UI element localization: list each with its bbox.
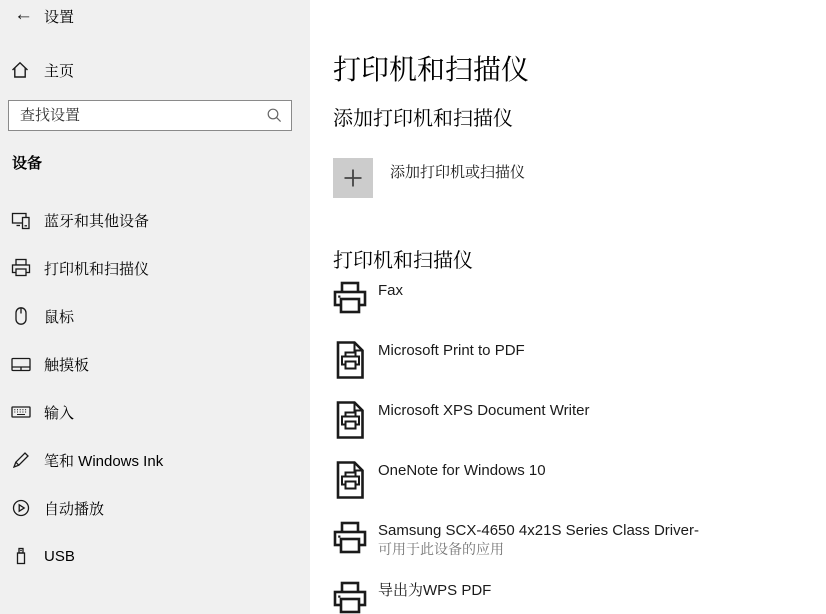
sidebar-item-autoplay[interactable]: [0, 484, 310, 532]
back-icon[interactable]: ←: [10, 2, 37, 28]
add-printer-button[interactable]: [333, 158, 525, 198]
home-label: 主页: [44, 62, 75, 80]
document-printer-icon: [333, 400, 367, 440]
printer-large-icon: [333, 280, 367, 320]
devices-icon: [11, 210, 31, 230]
search-box: [8, 100, 292, 131]
app-title: 设置: [44, 9, 75, 26]
printer-item-text: [378, 281, 403, 300]
printer-name: Fax: [378, 282, 404, 299]
sidebar-item-label: 输入: [44, 404, 75, 422]
sidebar-section-devices: 设备: [12, 155, 43, 172]
sidebar-item-home[interactable]: [0, 56, 310, 84]
sidebar-item-label: 自动播放: [44, 500, 105, 518]
document-printer-icon: [333, 340, 367, 380]
sidebar-item-label: 触摸板: [44, 356, 90, 374]
home-icon: [10, 60, 30, 80]
printer-list-item[interactable]: [333, 578, 803, 614]
printer-name: Microsoft XPS Document Writer: [378, 402, 590, 419]
sidebar: [0, 0, 310, 614]
search-input[interactable]: [9, 107, 266, 124]
page-title: 打印机和扫描仪: [333, 54, 530, 85]
sidebar-nav: [0, 196, 310, 580]
touchpad-icon: [11, 354, 31, 374]
printer-list-item[interactable]: [333, 338, 803, 398]
printer-list-item[interactable]: [333, 458, 803, 518]
printer-list-item[interactable]: [333, 398, 803, 458]
printer-name: 导出为WPS PDF: [378, 582, 492, 599]
printer-item-text: [378, 401, 589, 420]
sidebar-item-label: 打印机和扫描仪: [44, 260, 150, 278]
printer-status: 可用于此设备的应用: [378, 541, 504, 557]
pen-icon: [11, 450, 31, 470]
sidebar-item-usb[interactable]: [0, 532, 310, 580]
sidebar-item-typing[interactable]: [0, 388, 310, 436]
autoplay-icon: [11, 498, 31, 518]
sidebar-item-mouse[interactable]: [0, 292, 310, 340]
mouse-icon: [11, 306, 31, 326]
printer-item-text: [378, 341, 525, 360]
sidebar-item-label: USB: [44, 547, 75, 565]
printer-item-text: [378, 521, 699, 558]
usb-icon: [11, 546, 31, 566]
printer-large-icon: [333, 520, 367, 560]
sidebar-item-bluetooth[interactable]: [0, 196, 310, 244]
printer-list-item[interactable]: [333, 518, 803, 578]
printer-name: OneNote for Windows 10: [378, 462, 546, 479]
add-section-title: 添加打印机和扫描仪: [333, 108, 513, 130]
sidebar-item-touchpad[interactable]: [0, 340, 310, 388]
printer-item-text: [378, 581, 491, 600]
keyboard-icon: [11, 402, 31, 422]
list-section-title: 打印机和扫描仪: [333, 250, 473, 272]
sidebar-item-label: 笔和 Windows Ink: [44, 452, 164, 470]
main-content: [310, 0, 826, 614]
sidebar-item-label: 鼠标: [44, 308, 75, 326]
printer-list-item[interactable]: [333, 278, 803, 338]
printer-item-text: [378, 461, 546, 480]
plus-icon: [333, 158, 373, 198]
printer-name: Samsung SCX-4650 4x21S Series Class Driver-: [378, 522, 699, 539]
printer-name: Microsoft Print to PDF: [378, 342, 525, 359]
search-icon[interactable]: [266, 107, 283, 124]
sidebar-item-pen[interactable]: [0, 436, 310, 484]
printer-icon: [11, 258, 31, 278]
printer-list: [333, 278, 803, 614]
sidebar-item-label: 蓝牙和其他设备: [44, 212, 150, 230]
printer-large-icon: [333, 580, 367, 614]
add-printer-label: 添加打印机或扫描仪: [390, 164, 526, 181]
sidebar-item-printers[interactable]: [0, 244, 310, 292]
document-printer-icon: [333, 460, 367, 500]
